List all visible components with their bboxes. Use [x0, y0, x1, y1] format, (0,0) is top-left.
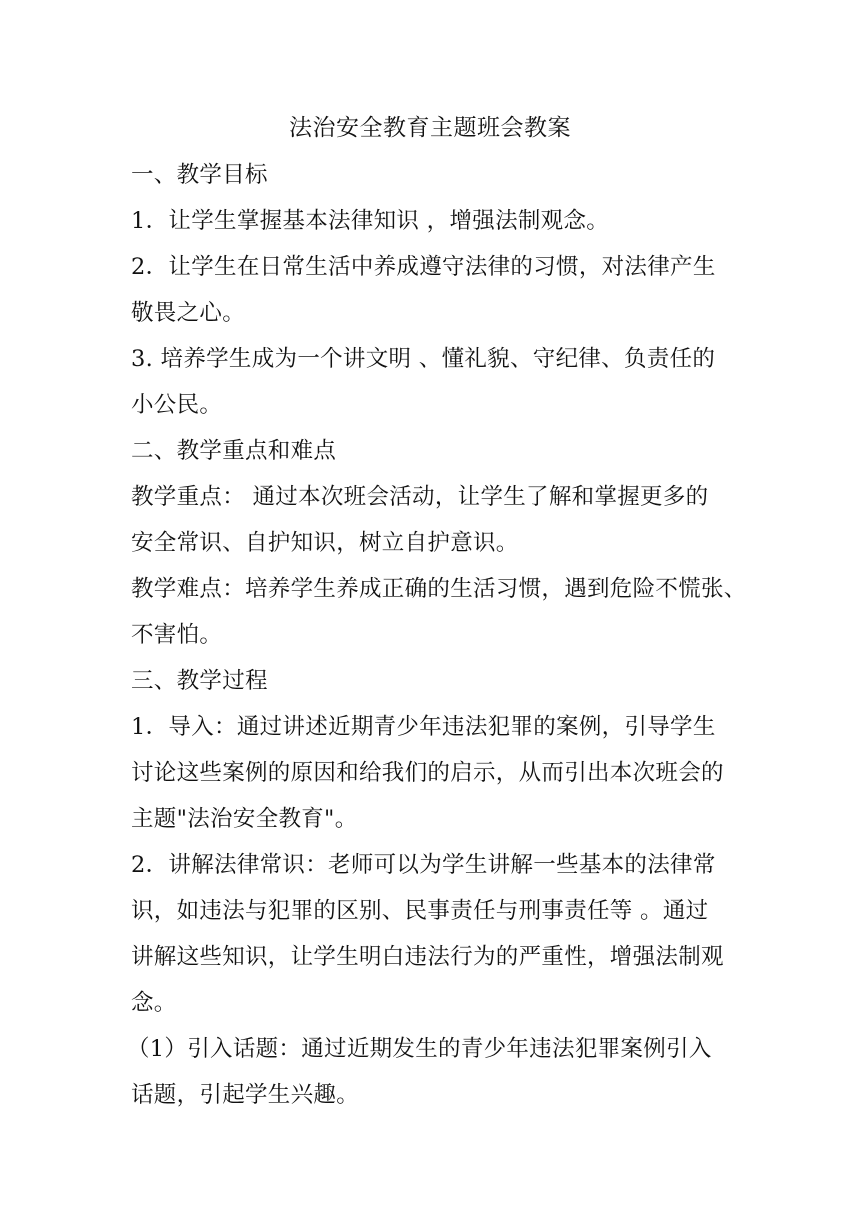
difficulty-line-2: 不害怕。: [131, 622, 223, 648]
process-1-line-3: 主题"法治安全教育"。: [131, 806, 358, 832]
process-1-line-1: 1．导入：通过讲述近期青少年违法犯罪的案例，引导学生: [131, 714, 716, 740]
document-body: [127, 152, 747, 1118]
process-2-sub-1-line-1: （1）引入话题：通过近期发生的青少年违法犯罪案例引入: [127, 1036, 712, 1062]
process-2-line-1: 2．讲解法律常识：老师可以为学生讲解一些基本的法律常: [131, 852, 716, 878]
process-2-sub-1-line-2: 话题，引起学生兴趣。: [131, 1082, 360, 1108]
key-point-line-1: 教学重点： 通过本次班会活动，让学生了解和掌握更多的: [131, 484, 709, 510]
process-2-line-3: 讲解这些知识，让学生明白违法行为的严重性，增强法制观: [131, 944, 724, 970]
objective-3-line-1: 3. 培养学生成为一个讲文明 、懂礼貌、守纪律、负责任的: [131, 346, 716, 372]
key-point-line-2: 安全常识、自护知识，树立自护意识。: [131, 530, 519, 556]
objective-2-line-2: 敬畏之心。: [131, 300, 246, 326]
section-heading-process: 三、教学过程: [131, 668, 268, 694]
objective-1: 1．让学生掌握基本法律知识 ，增强法制观念。: [131, 208, 610, 234]
process-1-line-2: 讨论这些案例的原因和给我们的启示，从而引出本次班会的: [131, 760, 724, 786]
difficulty-line-1: 教学难点：培养学生养成正确的生活习惯，遇到危险不慌张、: [131, 576, 747, 602]
section-heading-objectives: 一、教学目标: [131, 162, 268, 188]
document-title: 法治安全教育主题班会教案: [289, 115, 571, 141]
process-2-line-2: 识，如违法与犯罪的区别、民事责任与刑事责任等 。通过: [131, 898, 709, 924]
process-2-line-4: 念。: [131, 990, 177, 1016]
objective-3-line-2: 小公民。: [131, 392, 223, 418]
objective-2-line-1: 2．让学生在日常生活中养成遵守法律的习惯，对法律产生: [131, 254, 716, 280]
section-heading-key-points: 二、教学重点和难点: [131, 438, 337, 464]
